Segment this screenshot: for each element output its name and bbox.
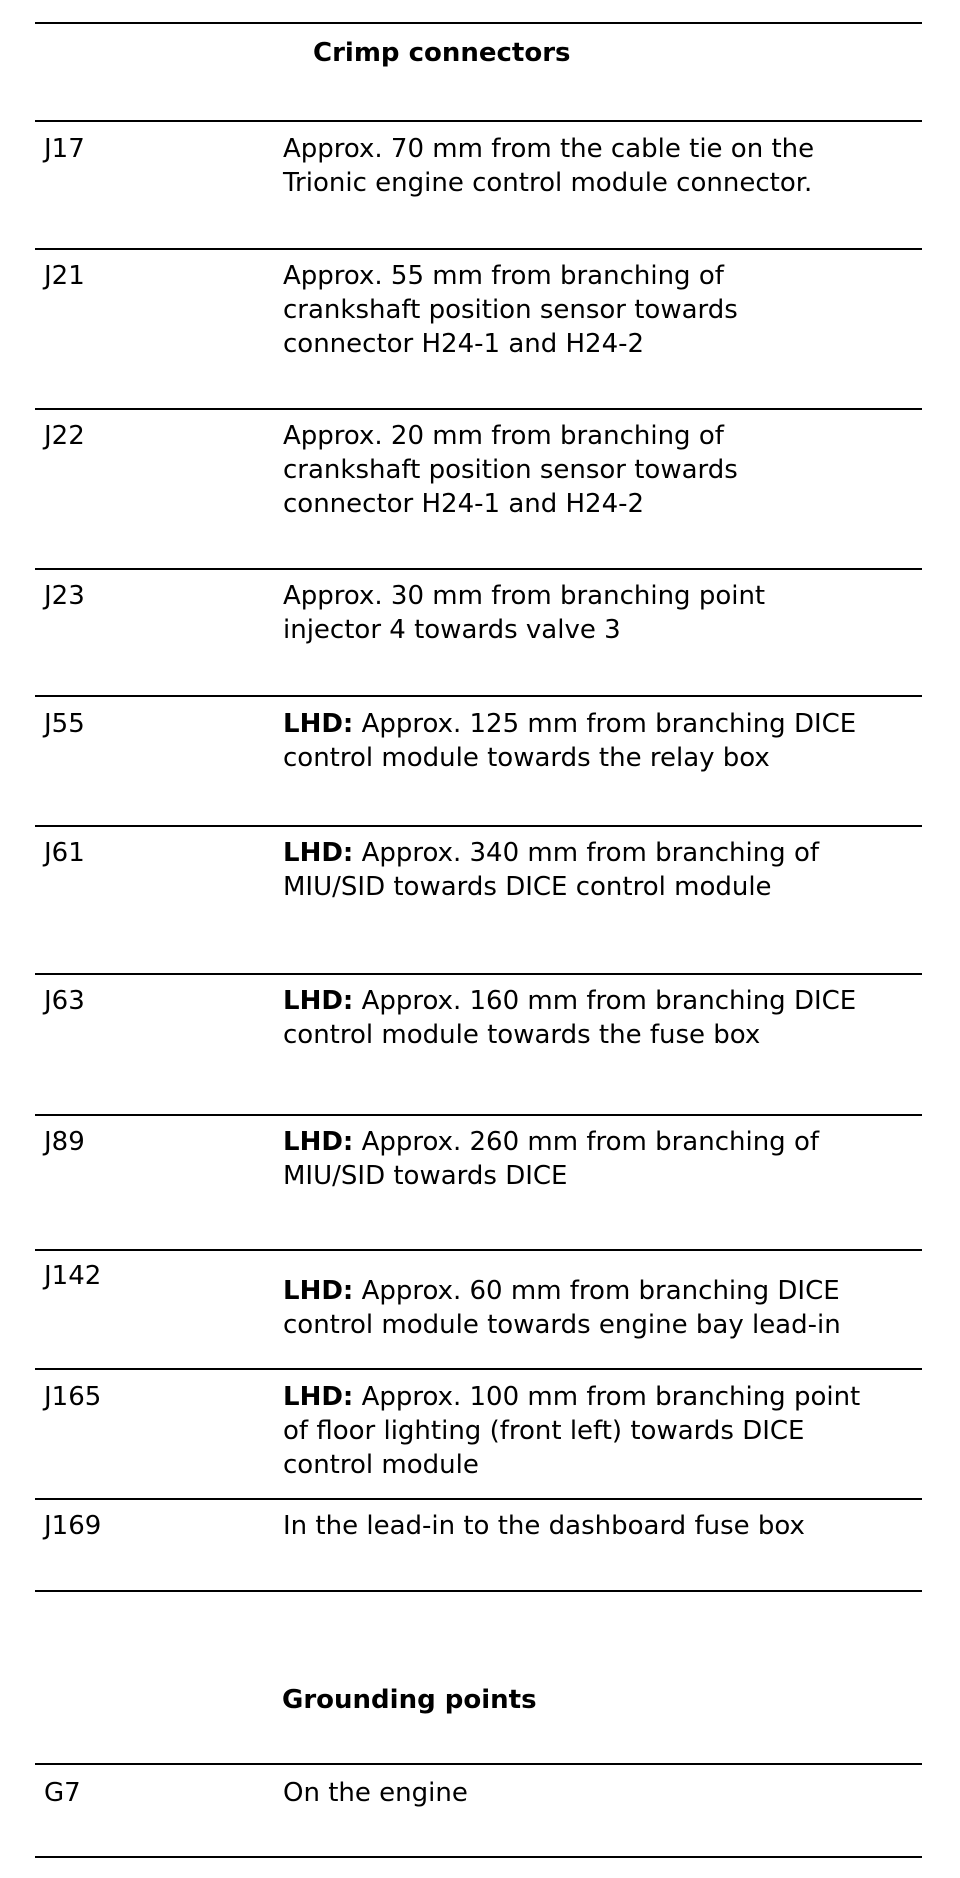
connector-location: Approx. 55 mm from branching of crankshaft position sensor towards connector H24-1 and H24-2 (283, 261, 738, 359)
connector-location: LHD: Approx. 340 mm from branching of MIU/SID towards DICE control module (283, 838, 820, 902)
table-bottom-rule (35, 1856, 922, 1858)
table-rule (35, 1249, 922, 1251)
connector-code: J22 (44, 421, 85, 451)
table-rule (35, 695, 922, 697)
ground-location: On the engine (283, 1778, 468, 1808)
table-rule (35, 1498, 922, 1500)
lhd-label: LHD: (283, 1382, 354, 1412)
connector-location: LHD: Approx. 160 mm from branching DICE control module towards the fuse box (283, 986, 857, 1050)
connector-code: J165 (44, 1382, 102, 1412)
connector-location: LHD: Approx. 60 mm from branching DICE control module towards engine bay lead-in (283, 1276, 841, 1340)
ground-code: G7 (44, 1778, 81, 1808)
connector-code: J55 (44, 709, 85, 739)
connector-code: J169 (44, 1511, 102, 1541)
connector-code: J89 (44, 1127, 85, 1157)
table-rule (35, 1114, 922, 1116)
connector-location: In the lead-in to the dashboard fuse box (283, 1511, 805, 1541)
connector-location: Approx. 20 mm from branching of crankshaft position sensor towards connector H24-1 and H24-2 (283, 421, 738, 519)
table-rule (35, 568, 922, 570)
connector-code: J21 (44, 261, 85, 291)
connector-location: LHD: Approx. 100 mm from branching point of floor lighting (front left) towards DICE control module (283, 1382, 861, 1480)
table-rule (35, 408, 922, 410)
connector-location: LHD: Approx. 260 mm from branching of MIU/SID towards DICE (283, 1127, 820, 1191)
connector-code: J17 (44, 134, 85, 164)
connector-location: Approx. 70 mm from the cable tie on the Trionic engine control module connector. (283, 134, 815, 198)
table-rule (35, 1763, 922, 1765)
table-rule (35, 120, 922, 122)
lhd-label: LHD: (283, 709, 354, 739)
table-rule (35, 248, 922, 250)
connector-code: J61 (44, 838, 85, 868)
crimp-connectors-heading: Crimp connectors (313, 38, 571, 68)
table-rule (35, 825, 922, 827)
table-rule (35, 973, 922, 975)
connector-location: LHD: Approx. 125 mm from branching DICE control module towards the relay box (283, 709, 857, 773)
connector-code: J23 (44, 581, 85, 611)
lhd-label: LHD: (283, 1276, 354, 1306)
connector-code: J63 (44, 986, 85, 1016)
table-rule (35, 1368, 922, 1370)
lhd-label: LHD: (283, 986, 354, 1016)
grounding-points-heading: Grounding points (282, 1685, 537, 1715)
connector-location: Approx. 30 mm from branching point injector 4 towards valve 3 (283, 581, 766, 645)
table-rule (35, 1590, 922, 1592)
lhd-label: LHD: (283, 838, 354, 868)
lhd-label: LHD: (283, 1127, 354, 1157)
connector-code: J142 (44, 1261, 102, 1291)
table-top-rule (35, 22, 922, 24)
